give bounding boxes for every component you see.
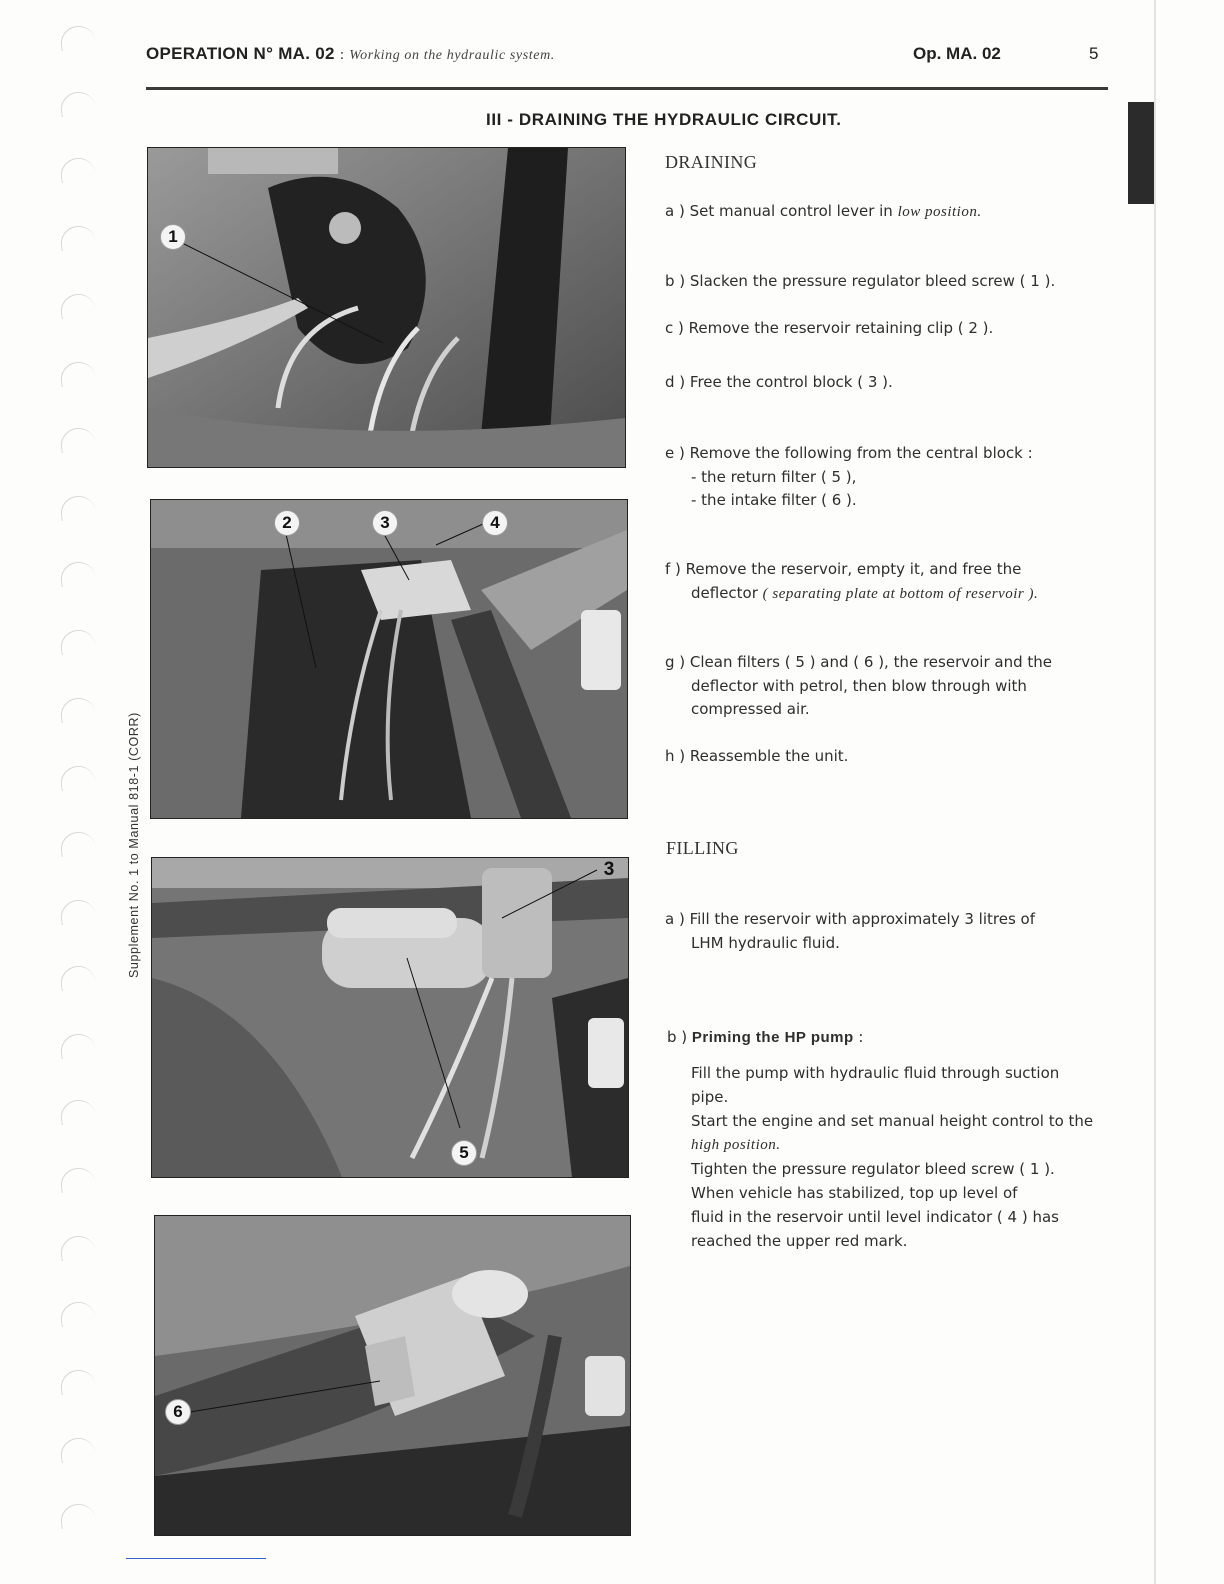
draining-step-h: h ) Reassemble the unit. (665, 747, 849, 765)
page-edge (1154, 0, 1156, 1584)
thumb-tab-marker (1128, 102, 1154, 204)
callout-2: 2 (274, 510, 300, 536)
filling-step-b-body (691, 1061, 1093, 1253)
draining-step-c: c ) Remove the reservoir retaining clip ( 2 ). (665, 319, 994, 337)
filling-b-line-2: pipe. (691, 1088, 729, 1106)
header-rule (146, 87, 1108, 90)
binder-hole (59, 224, 97, 252)
binder-hole (59, 90, 97, 118)
binder-hole (59, 1032, 97, 1060)
photo-3-illustration (152, 858, 628, 1177)
binder-holes (0, 0, 110, 1584)
header-separator: : (339, 47, 345, 63)
draining-step-d: d ) Free the control block ( 3 ). (665, 373, 893, 391)
operation-label: OPERATION N° MA. 02 (146, 44, 335, 63)
binder-hole (59, 156, 97, 184)
section-title: III - DRAINING THE HYDRAULIC CIRCUIT. (486, 110, 842, 129)
photo-pressure-regulator (147, 147, 626, 468)
draining-step-f (665, 558, 1038, 606)
callout-3-control-block: 3 (603, 859, 615, 880)
binder-hole (59, 964, 97, 992)
filling-heading: FILLING (666, 838, 739, 858)
binder-hole (59, 898, 97, 926)
step-e-line-2: - the return filter ( 5 ), (691, 467, 857, 486)
callout-5: 5 (451, 1140, 477, 1166)
binder-hole (59, 24, 97, 52)
filling-a-line-1: a ) Fill the reservoir with approximately 3 litres of (665, 910, 1035, 928)
binder-hole (59, 1098, 97, 1126)
binder-hole (59, 1502, 97, 1530)
step-e-line-1: e ) Remove the following from the central block : (665, 444, 1033, 462)
filling-b-label: b ) (667, 1028, 692, 1046)
binder-hole (59, 426, 97, 454)
header-left (146, 44, 555, 64)
step-f-line-2-italic: ( separating plate at bottom of reservoir ). (762, 585, 1039, 602)
operation-title: Working on the hydraulic system. (349, 48, 555, 63)
photo-4-illustration (155, 1216, 630, 1535)
photo-intake-filter (154, 1215, 631, 1536)
binder-hole (59, 292, 97, 320)
filling-b-line-5: Tighten the pressure regulator bleed screw ( 1 ). (691, 1160, 1055, 1178)
binder-hole (59, 1234, 97, 1262)
supplement-side-note: Supplement No. 1 to Manual 818-1 (CORR) (127, 712, 141, 978)
binder-hole (59, 494, 97, 522)
binder-hole (59, 1368, 97, 1396)
binder-hole (59, 560, 97, 588)
step-f-line-2 (665, 582, 1038, 607)
filling-b-line-7: fluid in the reservoir until level indicator ( 4 ) has (691, 1208, 1059, 1226)
filling-step-a (665, 908, 1035, 955)
binder-hole (59, 696, 97, 724)
binder-hole (59, 830, 97, 858)
photo-2-illustration (151, 500, 627, 818)
filling-b-line-8: reached the upper red mark. (691, 1232, 908, 1250)
filling-b-bold-title: Priming the HP pump (691, 1029, 854, 1046)
binder-hole (59, 360, 97, 388)
photo-reservoir-clip (150, 499, 628, 819)
filling-b-italic-line: high position. (691, 1137, 781, 1153)
step-g-line-3: compressed air. (691, 700, 810, 718)
step-a-text: a ) Set manual control lever in (665, 202, 898, 220)
callout-1: 1 (160, 224, 186, 250)
draining-heading: DRAINING (665, 152, 758, 172)
filling-b-line-1: Fill the pump with hydraulic fluid through suction (691, 1064, 1060, 1082)
draining-step-a (665, 200, 982, 225)
page-number: 5 (1089, 44, 1099, 63)
filling-b-line-6: When vehicle has stabilized, top up level of (691, 1184, 1018, 1202)
callout-3: 3 (372, 510, 398, 536)
step-f-line-2-text: deflector (691, 583, 763, 602)
binder-hole (59, 1166, 97, 1194)
callout-4: 4 (482, 510, 508, 536)
binder-hole (59, 628, 97, 656)
photo-return-filter (151, 857, 629, 1178)
filling-b-line-3: Start the engine and set manual height control to the (691, 1112, 1094, 1130)
operation-reference: Op. MA. 02 (913, 44, 1001, 63)
page-header (146, 44, 1108, 70)
filling-a-line-2: LHM hydraulic fluid. (691, 933, 840, 952)
draining-step-g (665, 651, 1052, 722)
step-a-italic: low position. (897, 204, 982, 220)
binder-hole (59, 1300, 97, 1328)
binder-hole (59, 764, 97, 792)
filling-b-colon: : (853, 1028, 864, 1046)
binder-hole (59, 1436, 97, 1464)
filling-step-b-title (667, 1026, 863, 1050)
draining-step-b: b ) Slacken the pressure regulator bleed screw ( 1 ). (665, 272, 1056, 290)
footer-mark (126, 1558, 266, 1559)
step-g-line-1: g ) Clean filters ( 5 ) and ( 6 ), the reservoir and the (665, 653, 1053, 671)
callout-6: 6 (165, 1399, 191, 1425)
photo-1-illustration (148, 148, 625, 467)
draining-step-e (665, 442, 1033, 513)
step-f-line-1: f ) Remove the reservoir, empty it, and free the (665, 560, 1022, 578)
step-e-line-3: - the intake filter ( 6 ). (691, 491, 857, 509)
step-g-line-2: deflector with petrol, then blow through with (691, 676, 1027, 695)
